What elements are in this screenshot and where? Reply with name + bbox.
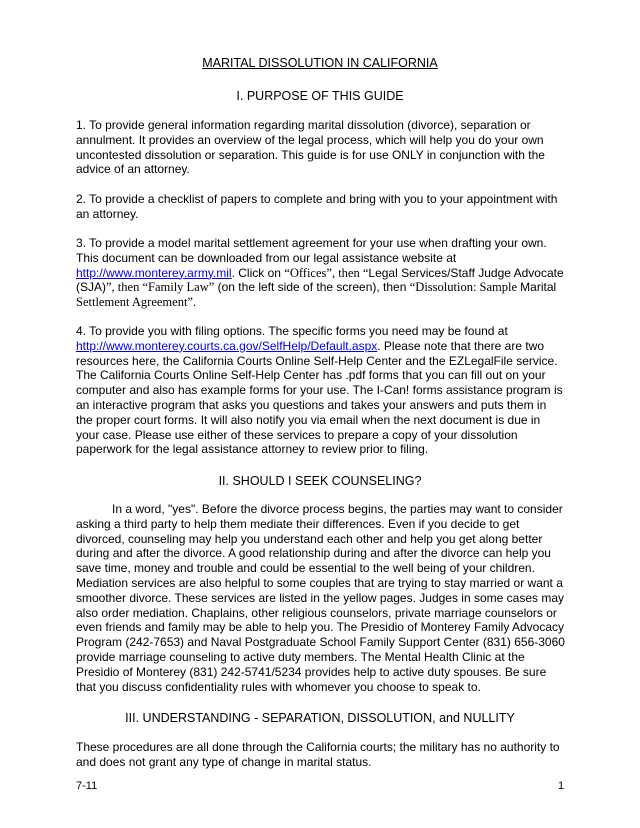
p4-text-a: 4. To provide you with filing options. The specific forms you need may be found at: [76, 324, 508, 338]
footer-date-code: 7-11: [76, 780, 98, 792]
section-1-paragraph-2: 2. To provide a checklist of papers to complete and bring with you to your appointment with an attorney.: [76, 192, 558, 221]
p3-text-e: ”, then “Family Law”: [106, 280, 215, 295]
p3-text-h: Marital: [520, 280, 557, 295]
section-1-paragraph-3: [76, 236, 566, 310]
p3-text-b: . Click on: [231, 265, 285, 280]
section-1-paragraph-4: [76, 324, 566, 457]
p3-text-d: Legal Services/Staff Judge Advocate (SJA): [76, 265, 564, 295]
section-1-heading: I. PURPOSE OF THIS GUIDE: [236, 89, 404, 103]
p3-text-a: 3. To provide a model marital settlement agreement for your use when drafting your own. This document can be downloaded from our legal assistance website at: [76, 236, 547, 265]
p3-text-f: (on the left side of the screen), then: [214, 280, 410, 295]
section-2-heading: II. SHOULD I SEEK COUNSELING?: [218, 474, 422, 488]
document-title: MARITAL DISSOLUTION IN CALIFORNIA: [202, 56, 438, 70]
courts-self-help-link[interactable]: http://www.monterey.courts.ca.gov/SelfHelp/Default.aspx: [76, 338, 378, 353]
p3-text-g: “Dissolution: Sample: [409, 280, 521, 295]
section-1-paragraph-1: 1. To provide general information regarding marital dissolution (divorce), separation or annulment. It provides an overview of the legal process, which will help you do your own uncontested dissolution or separation. This guide is for use ONLY in conjunction with the advice of an attorney.: [76, 118, 545, 177]
section-3-heading: III. UNDERSTANDING - SEPARATION, DISSOLUTION, and NULLITY: [125, 711, 515, 725]
section-2-paragraph-1: In a word, "yes". Before the divorce process begins, the parties may want to consider asking a third party to help them mediate their differences. Even if you decide to get divorced, counseling may help you understand each other and help you get along better during and after the divorce. A good relationship during and after the divorce can help you save time, money and trouble and could be essential to the well being of your children. Mediation services are also helpful to some couples that are trying to stay married or want a smoother divorce. These services are listed in the yellow pages. Judges in some cases may also order mediation. Chaplains, other religious counselors, private marriage counselors or even friends and family may be able to help you. The Presidio of Monterey Family Advocacy Program (242-7653) and Naval Postgraduate School Family Support Center (831) 656-3060 provide marriage counseling to active duty members. The Mental Health Clinic at the Presidio of Monterey (831) 242-5741/5234 provides help to active duty spouses. Be sure that you discuss confidentiality rules with whomever you choose to speak to.: [76, 502, 565, 694]
p3-text-i: Settlement Agreement”.: [76, 295, 197, 310]
footer-page-number: 1: [558, 780, 565, 792]
p3-text-c: “Offices”, then “: [284, 265, 369, 280]
p4-text-b: . Please note that there are two resources here, the California Courts Online Self-Help Center and the EZLegalFile service. The California Courts Online Self-Help Center has .pdf forms that you can fill out on your computer and also has example forms for your use. The I-Can! forms assistance program is an interactive program that asks you questions and takes your answers and puts them in the proper court forms. It will also notify you via email when the next document is due in your case. Please use either of these services to prepare a copy of your dissolution paperwork for the legal assistance attorney to review prior to filing.: [76, 338, 563, 457]
section-3-paragraph-1: These procedures are all done through the California courts; the military has no authority to and does not grant any type of change in marital status.: [76, 740, 560, 769]
army-website-link[interactable]: http://www.monterey.army.mil: [76, 265, 232, 280]
